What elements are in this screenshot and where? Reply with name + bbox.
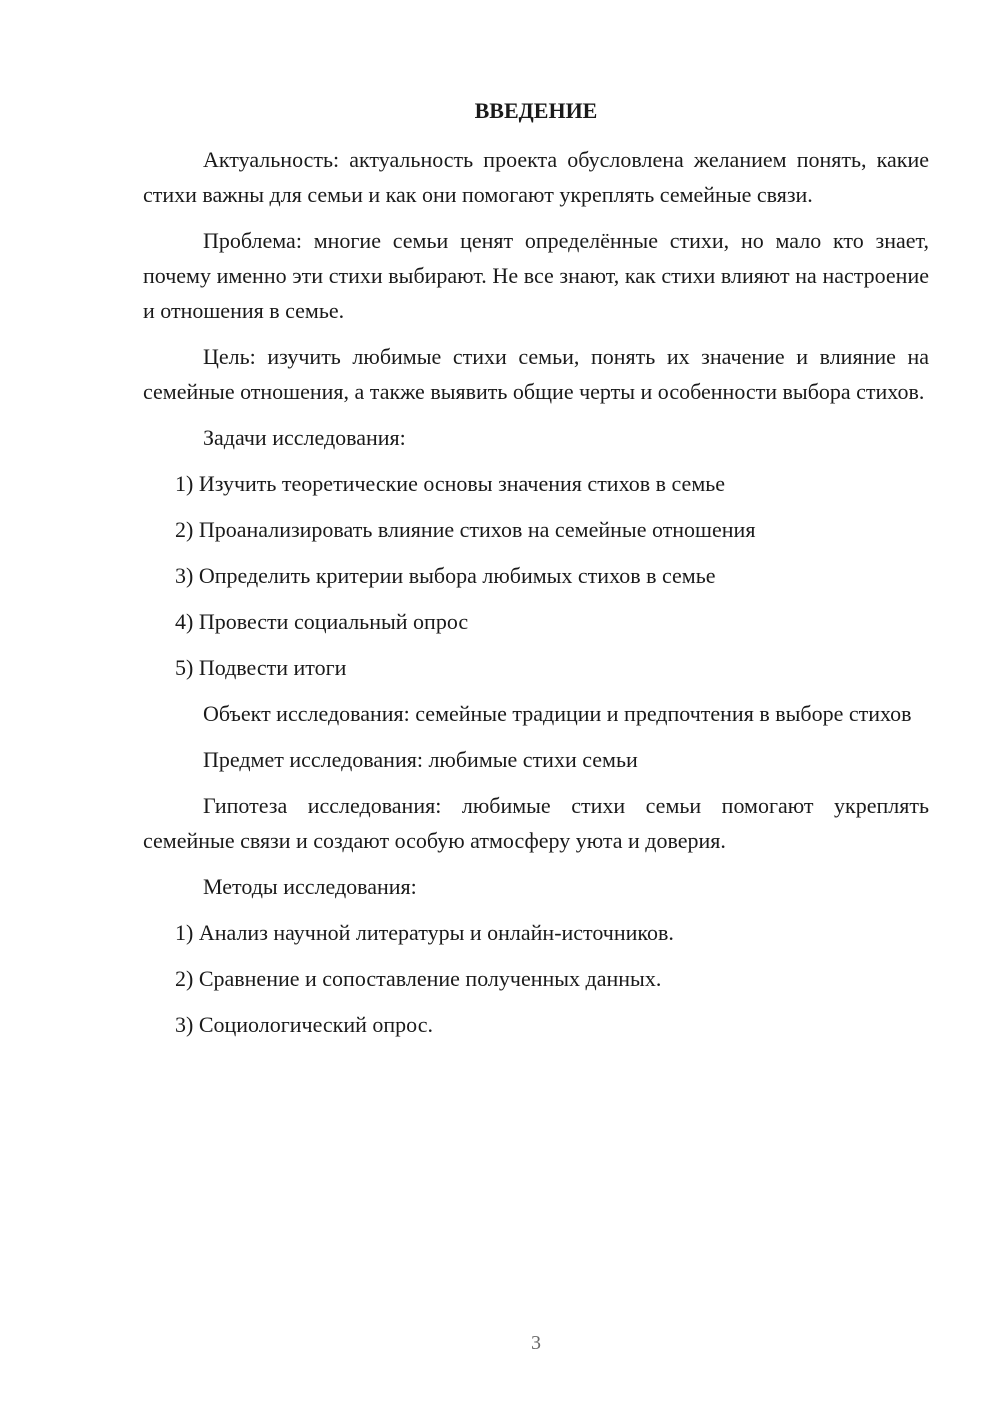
method-item: 2) Сравнение и сопоставление полученных данных. (175, 966, 662, 991)
problem-paragraph: Проблема: многие семьи ценят определённые стихи, но мало кто знает, почему именно эти стихи выбирают. Не все знают, как стихи влияют на настроение и отношения в семье. (143, 228, 929, 323)
tasks-title: Задачи исследования: (203, 425, 406, 450)
task-item: 2) Проанализировать влияние стихов на семейные отношения (175, 517, 756, 542)
method-item: 3) Социологический опрос. (175, 1012, 433, 1037)
methods-list (143, 915, 929, 1042)
task-item: 1) Изучить теоретические основы значения стихов в семье (175, 471, 726, 496)
subject-line: Предмет исследования: любимые стихи семьи (203, 747, 638, 772)
tasks-list (143, 466, 929, 685)
page-content (143, 94, 929, 1053)
method-item: 1) Анализ научной литературы и онлайн-источников. (175, 920, 674, 945)
hypothesis-paragraph: Гипотеза исследования: любимые стихи семьи помогают укреплять семейные связи и создают особую атмосферу уюта и доверия. (143, 793, 929, 853)
section-heading: ВВЕДЕНИЕ (474, 98, 598, 123)
object-paragraph: Объект исследования: семейные традиции и предпочтения в выборе стихов (203, 701, 912, 726)
methods-title: Методы исследования: (203, 874, 417, 899)
goal-paragraph: Цель: изучить любимые стихи семьи, понять их значение и влияние на семейные отношения, а также выявить общие черты и особенности выбора стихов. (143, 344, 929, 404)
task-item: 4) Провести социальный опрос (175, 609, 469, 634)
task-item: 3) Определить критерии выбора любимых стихов в семье (175, 563, 716, 588)
task-item: 5) Подвести итоги (175, 655, 347, 680)
relevance-paragraph: Актуальность: актуальность проекта обусловлена желанием понять, какие стихи важны для семьи и как они помогают укреплять семейные связи. (143, 147, 929, 207)
page-number: 3 (531, 1332, 541, 1354)
